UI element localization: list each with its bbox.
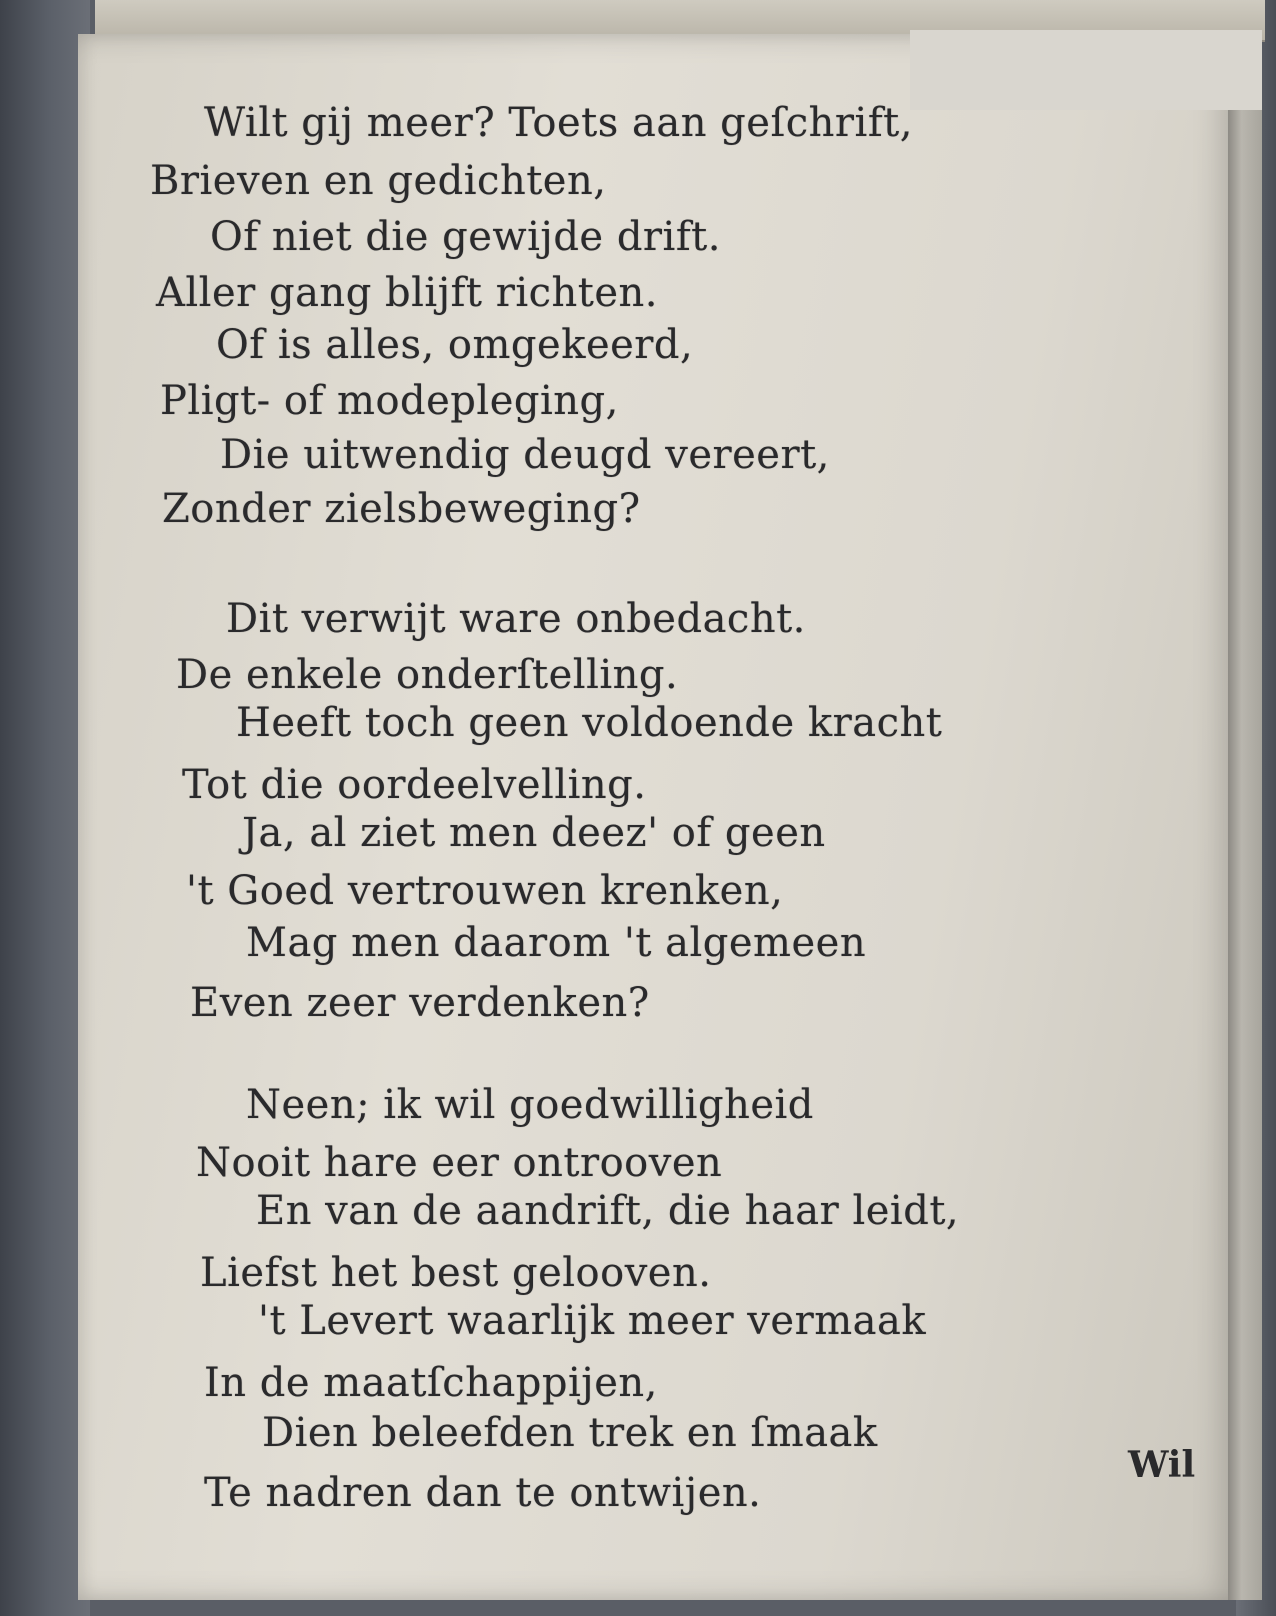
- poem-line: Nooit hare eer ontrooven: [196, 1140, 723, 1186]
- poem-line: Die uitwendig deugd vereert,: [220, 432, 830, 478]
- catchword: Wil: [1128, 1444, 1196, 1486]
- poem-line: Of niet die gewijde drift.: [210, 214, 721, 260]
- poem-line: De enkele onderſtelling.: [176, 652, 679, 698]
- poem-line: Of is alles, omgekeerd,: [216, 322, 694, 368]
- poem-line: Mag men daarom 't algemeen: [246, 920, 867, 966]
- poem-line: Zonder zielsbeweging?: [162, 486, 641, 532]
- poem-line: In de maatſchappijen,: [204, 1360, 658, 1406]
- poem-line: Ja, al ziet men deez' of geen: [242, 810, 826, 856]
- poem-line: Dien beleefden trek en ſmaak: [262, 1410, 878, 1456]
- poem-line: Brieven en gedichten,: [150, 158, 607, 204]
- poem-line: 't Levert waarlijk meer vermaak: [258, 1298, 927, 1344]
- poem-line: Wilt gij meer? Toets aan geſchrift,: [204, 100, 913, 146]
- poem-line: Tot die oordeelvelling.: [182, 762, 647, 808]
- poem-line: Dit verwijt ware onbedacht.: [226, 596, 806, 642]
- poem-line: Liefst het best gelooven.: [200, 1250, 712, 1296]
- poem-line: Even zeer verdenken?: [190, 980, 650, 1026]
- poem-line: Aller gang blijft richten.: [156, 270, 659, 316]
- poem-line: Heeft toch geen voldoende kracht: [236, 700, 943, 746]
- poem-line: En van de aandrift, die haar leidt,: [256, 1188, 960, 1234]
- poem-line: Te nadren dan te ontwijen.: [204, 1470, 762, 1516]
- poem-line: 't Goed vertrouwen krenken,: [186, 868, 784, 914]
- poem-line: Pligt- of modepleging,: [160, 378, 619, 424]
- poem-line: Neen; ik wil goedwilligheid: [246, 1082, 814, 1128]
